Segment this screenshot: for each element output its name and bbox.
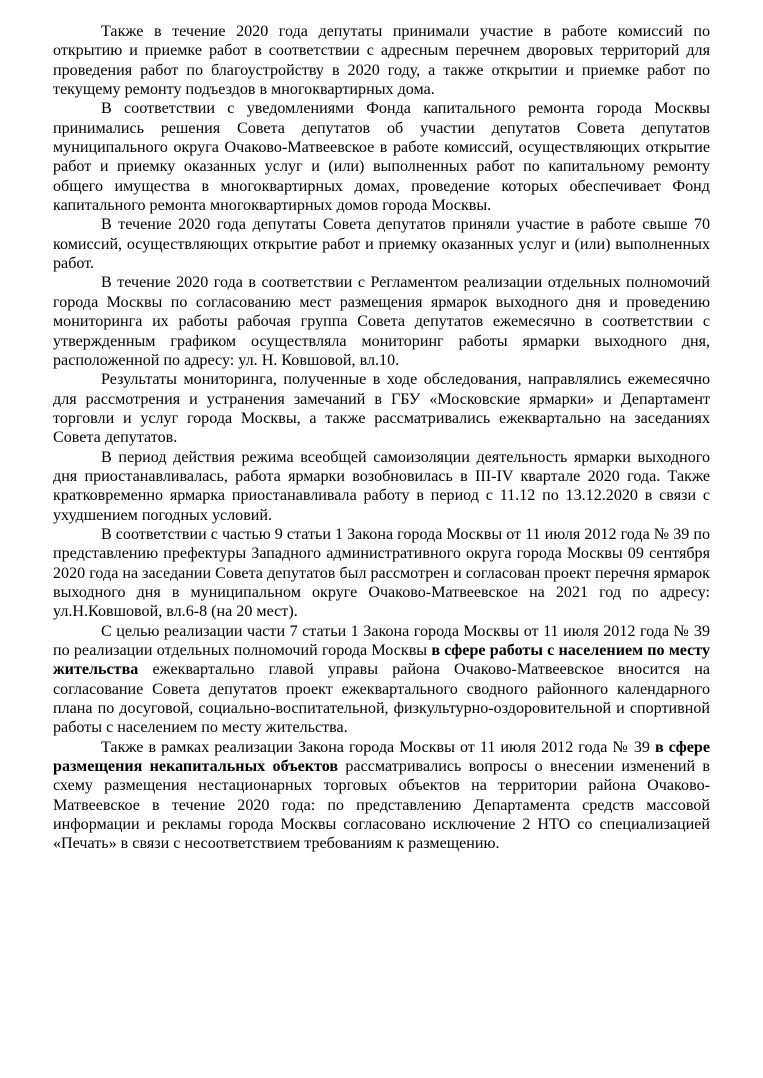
paragraph-fair-list-2021 bbox=[53, 525, 710, 622]
paragraph-residence-work bbox=[53, 622, 710, 738]
text-segment: В течение 2020 года в соответствии с Регламентом реализации отдельных полномочий города Москвы по согласованию мест размещения ярмарок выходного дня и проведению мониторинга их работы рабочая группа Совета депутатов ежемесячно в соответствии с утвержденным графиком осуществляла мониторинг работы ярмарки выходного дня, расположенной по адресу: ул. Н. Ковшовой, вл.10. bbox=[53, 274, 710, 369]
bold-phrase-non-capital-objects: в сфере размещения некапитальных объектов bbox=[53, 738, 710, 776]
paragraph-commissions-yards bbox=[53, 22, 710, 99]
paragraph-self-isolation bbox=[53, 448, 710, 525]
document-page bbox=[53, 22, 710, 854]
text-segment: Также в течение 2020 года депутаты принимали участие в работе комиссий по открытию и приемке работ в соответствии с адресным перечнем дворовых территорий для проведения работ по благоустройству в 2020 году, а также открытии и приемке работ по текущему ремонту подъездов в многоквартирных дома. bbox=[53, 23, 710, 99]
paragraph-capital-repair-fund bbox=[53, 99, 710, 215]
paragraph-70-commissions bbox=[53, 215, 710, 273]
text-segment: Также в рамках реализации Закона города Москвы от 11 июля 2012 года № 39 bbox=[101, 738, 655, 756]
text-segment: В период действия режима всеобщей самоизоляции деятельность ярмарки выходного дня приостанавливалась, работа ярмарки возобновилась в III-IV квартале 2020 года. Также кратковременно ярмарка приостанавливала работу в период с 11.12 по 13.12.2020 в связи с ухудшением погодных условий. bbox=[53, 448, 710, 524]
paragraph-non-capital-objects bbox=[53, 738, 710, 854]
text-segment: ежеквартально главой управы района Очаково-Матвеевское вносится на согласование Совета депутатов проект ежеквартального сводного районного календарного плана по досуговой, социально-воспитательной, физкультурно-оздоровительной и спортивной работы с населением по месту жительства. bbox=[53, 661, 710, 737]
text-segment: С целью реализации части 7 статьи 1 Закона города Москвы от 11 июля 2012 года № 39 по реализации отдельных полномочий города Москвы bbox=[53, 622, 710, 659]
text-segment: В течение 2020 года депутаты Совета депутатов приняли участие в работе свыше 70 комиссий, осуществляющих открытие работ и приемку оказанных услуг и (или) выполненных работ. bbox=[53, 216, 710, 273]
text-segment: В соответствии с уведомлениями Фонда капитального ремонта города Москвы принимались решения Совета депутатов об участии депутатов Совета депутатов муниципального округа Очаково-Матвеевское в работе комиссий, осуществляющих открытие работ и приемку оказанных услуг и (или) выполненных работ по капитальному ремонту общего имущества в многоквартирных домах, проведение которых обеспечивает Фонд капитального ремонта многоквартирных домов города Москвы. bbox=[53, 100, 710, 215]
text-segment: Результаты мониторинга, полученные в ходе обследования, направлялись ежемесячно для рассмотрения и устранения замечаний в ГБУ «Московские ярмарки» и Департамент торговли и услуг города Москвы, а также рассматривались ежеквартально на заседаниях Совета депутатов. bbox=[53, 371, 710, 447]
paragraph-monitoring-results bbox=[53, 370, 710, 447]
text-segment: В соответствии с частью 9 статьи 1 Закона города Москвы от 11 июля 2012 года № 39 по представлению префектуры Западного административного округа города Москвы 09 сентября 2020 года на заседании Совета депутатов был рассмотрен и согласован проект перечня ярмарок выходного дня в муниципальном округе Очаково-Матвеевское на 2021 год по адресу: ул.Н.Ковшовой, вл.6-8 (на 20 мест). bbox=[53, 525, 710, 621]
paragraph-fair-monitoring bbox=[53, 273, 710, 370]
text-segment: рассматривались вопросы о внесении изменений в схему размещения нестационарных торговых объектов на территории района Очаково-Матвеевское в течение 2020 года: по представлению Департамента средств массовой информации и рекламы города Москвы согласовано исключение 2 НТО со специализацией «Печать» в связи с несоответствием требованиям к размещению. bbox=[53, 758, 711, 853]
bold-phrase-residence-work: в сфере работы с населением по месту жительства bbox=[53, 642, 710, 679]
